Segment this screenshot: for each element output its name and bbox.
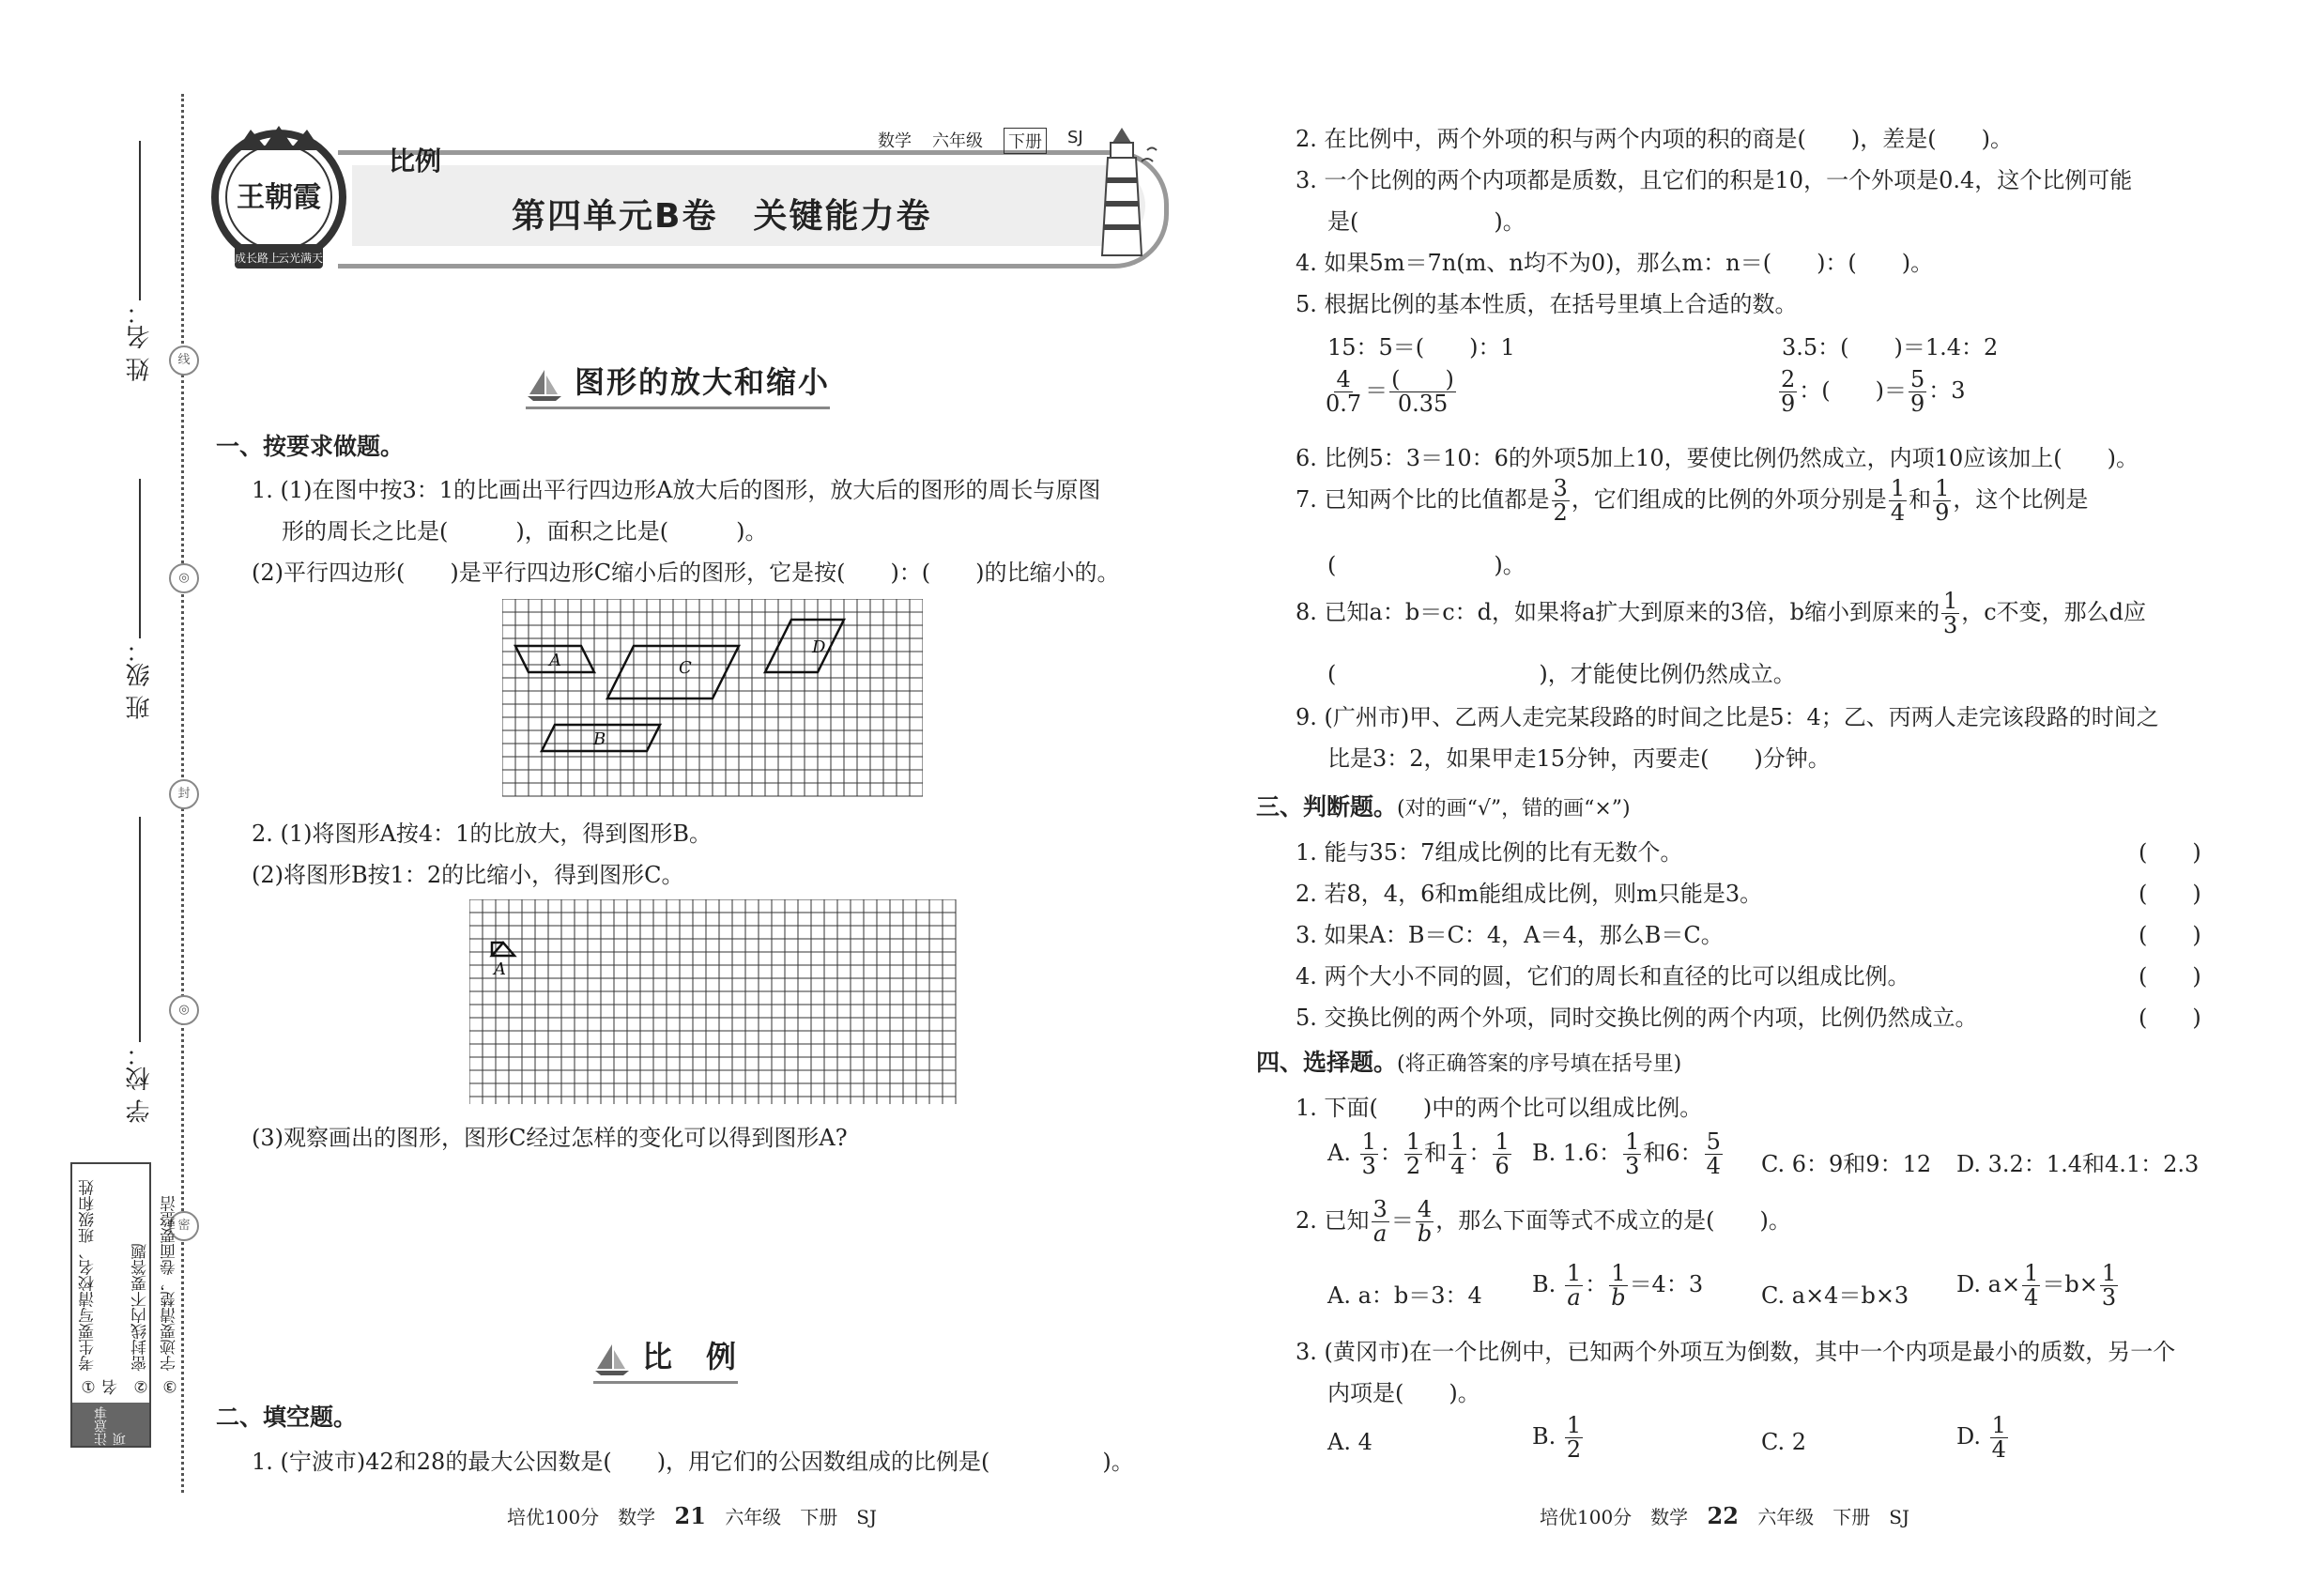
fill-q8: 8. 已知a：b＝c：d，如果将a扩大到原来的3倍，b缩小到原来的 $\frac{1}{3}$ ，c不变，那么d应 [1296, 588, 2147, 639]
q1-line-2: 形的周长之比是( )，面积之比是( )。 [282, 518, 768, 545]
judge-answer-paren[interactable]: ( ) [2139, 922, 2201, 948]
choice-q3-option-a[interactable]: A. 4 [1327, 1429, 1372, 1455]
label-d: D [812, 637, 826, 657]
lighthouse-icon [1080, 124, 1164, 265]
section-title-ratio: 比 例 [642, 1339, 739, 1374]
seal-mark-seal: 封 [169, 779, 199, 809]
school-field-label: 学 校： [126, 1042, 154, 1124]
banner-meta [878, 128, 1083, 154]
choice-q1: 1. 下面( )中的两个比可以组成比例。 [1296, 1095, 1703, 1121]
fill-q3-line-2: 是( )。 [1327, 208, 1526, 235]
brand-logo [208, 122, 349, 277]
section-heading-scaling [526, 359, 830, 402]
label-b: B [593, 729, 606, 749]
choice-q1-option-a[interactable]: A. $\frac{1}{3}$ ： $\frac{1}{2}$ 和 $\frac{1}{4}$ ： $\frac{1}{6}$ [1327, 1128, 1510, 1180]
judge-answer-paren[interactable]: ( ) [2139, 839, 2201, 866]
fill-heading: 二、填空题。 [216, 1404, 358, 1431]
label-c: C [679, 658, 692, 678]
seal-mark-circle-1: ◎ [169, 563, 199, 593]
notice-items [76, 1170, 181, 1395]
choice-q2-option-d[interactable]: D. a× $\frac{1}{4}$ ＝b× $\frac{1}{3}$ [1956, 1260, 2117, 1312]
judge-answer-paren[interactable]: ( ) [2139, 881, 2201, 907]
choice-q2: 2. 已知 $\frac{3}{a}$ ＝ $\frac{4}{b}$ ，那么下面等式不成立的是( )。 [1296, 1196, 1791, 1248]
page-number-left: 21 [674, 1502, 706, 1529]
notice-item: ② 密封线内不要答题 [131, 1243, 150, 1395]
fill-q4: 4. 如果5m＝7n(m、n均不为0)，那么m：n＝( )：( )。 [1296, 250, 1934, 276]
choice-q2-option-a[interactable]: A. a：b＝3：4 [1327, 1282, 1482, 1309]
school-field[interactable] [122, 817, 157, 1123]
judge-item: 5. 交换比例的两个外项，同时交换比例的两个内项，比例仍然成立。 [1296, 1005, 1978, 1031]
q1-heading: 一、按要求做题。 [216, 433, 405, 460]
fill-q2: 2. 在比例中，两个外项的积与两个内项的积的商是( )，差是( )。 [1296, 126, 2013, 152]
judge-heading: 三、判断题。(对的画“√”，错的画“×”) [1256, 793, 1631, 821]
label-a: A [549, 651, 561, 670]
notice-item: ① 考生要写清校名、班级和姓名 [79, 1179, 121, 1395]
notice-item: ③ 字迹要清楚，卷面要整洁 [161, 1195, 179, 1395]
seal-mark-line: 线 [169, 345, 199, 376]
footer-right: 培优100分 数学 22 六年级 下册 SJ [1540, 1502, 1910, 1529]
fill-q9-line-1: 9. (广州市)甲、乙两人走完某段路的时间之比是5：4；乙、丙两人走完该段路的时间之 [1296, 704, 2159, 730]
choice-q1-option-c[interactable]: C. 6：9和9：12 [1761, 1151, 1932, 1177]
section-underline [593, 1381, 738, 1384]
judge-item: 2. 若8，4，6和m能组成比例，则m只能是3。 [1296, 881, 1763, 907]
judge-item: 4. 两个大小不同的圆，它们的周长和直径的比可以组成比例。 [1296, 963, 1910, 990]
footer-left: 培优100分 数学 21 六年级 下册 SJ [507, 1502, 878, 1529]
fill-q7: 7. 已知两个比的比值都是 $\frac{3}{2}$ ，它们组成的比例的外项分别是 $\frac{1}{4}$ 和 $\frac{1}{9}$ ，这个比例是 [1296, 475, 2089, 527]
choice-q3-line-1: 3. (黄冈市)在一个比例中，已知两个外项互为倒数，其中一个内项是最小的质数，另一个 [1296, 1339, 2176, 1365]
choice-heading: 四、选择题。(将正确答案的序号填在括号里) [1256, 1049, 1682, 1076]
fill-q9-line-2: 比是3：2，如果甲走15分钟，丙要走( )分钟。 [1327, 745, 1831, 772]
choice-q3-option-d[interactable]: D. $\frac{1}{4}$ [1956, 1412, 2006, 1464]
fill-q5-c: $\frac{4}{0.7}$ ＝ $\frac{( )}{0.35}$ [1326, 366, 1454, 418]
notice-title: 注意事项 [72, 1403, 149, 1446]
sailboat-icon [593, 1343, 631, 1376]
choice-q3-option-c[interactable]: C. 2 [1761, 1429, 1807, 1455]
fill-q8-answer: ( )，才能使比例仍然成立。 [1327, 661, 1796, 687]
class-field[interactable] [122, 479, 157, 719]
school-field-line[interactable] [139, 817, 141, 1042]
name-field-label: 姓 名： [126, 300, 154, 382]
fill-q7-answer: ( )。 [1327, 552, 1526, 578]
section-heading-ratio [593, 1333, 738, 1376]
judge-answer-paren[interactable]: ( ) [2139, 963, 2201, 990]
meta-subject: 数学 [878, 131, 912, 151]
fill-q5: 5. 根据比例的基本性质，在括号里填上合适的数。 [1296, 291, 1798, 317]
choice-q1-option-d[interactable]: D. 3.2：1.4和4.1：2.3 [1956, 1151, 2200, 1177]
logo-slogan-1: 成长路上 [234, 252, 281, 265]
name-field[interactable] [122, 141, 157, 381]
judge-item: 1. 能与35：7组成比例的比有无数个。 [1296, 839, 1683, 866]
label-grid2-a: A [494, 959, 506, 979]
judge-item: 3. 如果A：B＝C：4，A＝4，那么B＝C。 [1296, 922, 1724, 948]
page-number-right: 22 [1707, 1502, 1739, 1529]
class-field-line[interactable] [139, 479, 141, 638]
section-title-scaling: 图形的放大和缩小 [575, 364, 831, 400]
grid-figure-1[interactable] [502, 599, 923, 798]
seal-mark-circle-2: ◎ [169, 995, 199, 1025]
section-underline [526, 407, 830, 409]
q2-line-1: 2. (1)将图形A按4：1的比放大，得到图形B。 [252, 821, 713, 847]
q2-part-3: (3)观察画出的图形，图形C经过怎样的变化可以得到图形A? [252, 1125, 848, 1151]
notice-box [70, 1162, 179, 1448]
choice-q3-option-b[interactable]: B. $\frac{1}{2}$ [1532, 1412, 1582, 1464]
logo-text: 王朝霞 [237, 181, 321, 214]
meta-edition: SJ [1067, 128, 1083, 147]
grid-figure-2[interactable] [469, 899, 958, 1106]
fill-q6: 6. 比例5：3＝10：6的外项5加上10，要使比例仍然成立，内项10应该加上( )。 [1296, 445, 2139, 471]
fill-q1: 1. (宁波市)42和28的最大公因数是( )，用它们的公因数组成的比例是( )。 [252, 1449, 1134, 1475]
meta-grade: 六年级 [932, 131, 983, 151]
logo-slogan-2: 云光满天 [277, 252, 324, 265]
unit-tab: 比例 [389, 146, 442, 176]
choice-q2-option-b[interactable]: B. $\frac{1}{a}$ ： $\frac{1}{b}$ ＝4：3 [1532, 1260, 1704, 1312]
q2-line-2: (2)将图形B按1：2的比缩小，得到图形C。 [252, 862, 684, 888]
q1-line-1: 1. (1)在图中按3：1的比画出平行四边形A放大后的图形，放大后的图形的周长与原图 [252, 477, 1101, 503]
choice-q3-line-2: 内项是( )。 [1327, 1380, 1480, 1406]
choice-q2-option-c[interactable]: C. a×4＝b×3 [1761, 1282, 1909, 1309]
page-title: 第四单元B卷 关键能力卷 [512, 197, 932, 236]
q1-line-3: (2)平行四边形( )是平行四边形C缩小后的图形，它是按( )：( )的比缩小的。 [252, 560, 1120, 586]
seal-mark-secret: 密 [169, 1211, 199, 1241]
name-field-line[interactable] [139, 141, 141, 300]
fill-q3-line-1: 3. 一个比例的两个内项都是质数，且它们的积是10，一个外项是0.4，这个比例可能 [1296, 167, 2133, 193]
fill-q5-b: 3.5：( )＝1.4：2 [1782, 334, 1999, 361]
judge-answer-paren[interactable]: ( ) [2139, 1005, 2201, 1031]
fill-q5-a: 15：5＝( )：1 [1327, 334, 1515, 361]
meta-volume: 下册 [1004, 128, 1047, 154]
fill-q5-d: $\frac{2}{9}$ ：( )＝ $\frac{5}{9}$ ：3 [1781, 366, 1966, 418]
sailboat-icon [526, 368, 563, 402]
choice-q1-option-b[interactable]: B. 1.6： $\frac{1}{3}$ 和6： $\frac{5}{4}$ [1532, 1128, 1721, 1180]
class-field-label: 班 级： [126, 638, 154, 720]
